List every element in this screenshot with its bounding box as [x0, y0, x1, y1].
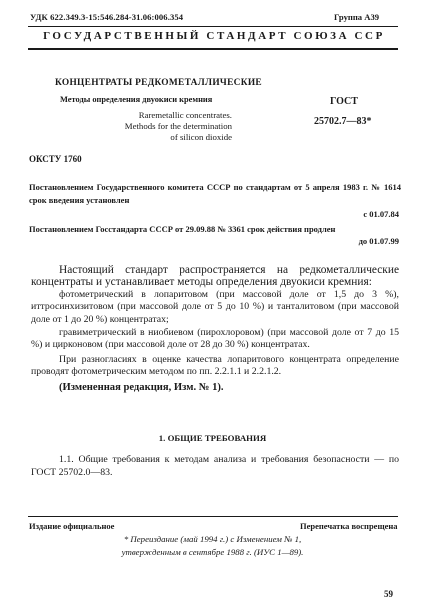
title-ru-sub: Методы определения двуокиси кремния [60, 95, 213, 104]
official-edition: Издание официальное [29, 521, 115, 531]
title-en-line: Raremetallic concentrates. [138, 110, 232, 120]
reissue-note [0, 533, 425, 559]
reissue-line: утвержденным в сентябре 1988 г. (ИУС 1—89). [121, 547, 304, 557]
reprint-notice: Перепечатка воспрещена [300, 521, 398, 531]
udk-code: УДК 622.349.3-15:546.284-31.06:006.354 [30, 12, 184, 22]
section-title: 1. ОБЩИЕ ТРЕБОВАНИЯ [158, 433, 267, 443]
paragraph: фотометрический в лопаритовом (при массовой доле от 1,5 до 3 %), иттросинхизитовом (при массовой доле от 5 до 10 %) и танталитовом (при массовой доле от 1 до 20 %) концентратах; [31, 288, 399, 325]
paragraph: При разногласиях в оценке качества лопаритового концентрата определение проводят фотометрическим методом по пп. 2.2.1.1 и 2.2.1.2. [31, 353, 399, 378]
gost-label: ГОСТ [330, 96, 358, 107]
reissue-line: * Переиздание (май 1994 г.) с Изменением № 1, [123, 534, 302, 544]
group-code: Группа А39 [334, 12, 380, 22]
resolution-first-date: с 01.07.84 [363, 209, 399, 219]
footer-rule [28, 516, 398, 517]
resolution-first: Постановлением Государственного комитета СССР по стандартам от 5 апреля 1983 г. № 1614 срок введения установлен [29, 182, 401, 205]
body-section-1 [31, 454, 399, 479]
amendment-note: (Измененная редакция, Изм. № 1). [59, 381, 224, 393]
resolution-second-date: до 01.07.99 [358, 236, 399, 246]
body-main [31, 264, 399, 395]
top-rule [28, 26, 398, 27]
resolution-second: Постановлением Госстандарта СССР от 29.09.88 № 3361 срок действия продлен [29, 224, 336, 234]
okstu-code: ОКСТУ 1760 [29, 154, 82, 164]
page-number: 59 [384, 589, 393, 599]
paragraph: 1.1. Общие требования к методам анализа и требования безопасности — по ГОСТ 25702.0—83. [31, 454, 399, 478]
title-en [92, 110, 232, 143]
gost-number: 25702.7—83* [314, 116, 372, 127]
heading-rule [28, 48, 398, 50]
title-ru-main: КОНЦЕНТРАТЫ РЕДКОМЕТАЛЛИЧЕСКИЕ [55, 78, 262, 88]
title-en-line: of silicon dioxide [170, 132, 232, 142]
state-standard-heading: ГОСУДАРСТВЕННЫЙ СТАНДАРТ СОЮЗА ССР [43, 30, 385, 42]
title-en-line: Methods for the determination [124, 121, 232, 131]
paragraph: Настоящий стандарт распространяется на редкометаллические концентраты и устанавливает методы определения двуокиси кремния: [31, 264, 399, 289]
paragraph: гравиметрический в ниобиевом (пирохлоровом) (при массовой доле от 7 до 15 %) и цирконовом (при массовой доле от 28 до 30 %) концентратах. [31, 326, 399, 351]
